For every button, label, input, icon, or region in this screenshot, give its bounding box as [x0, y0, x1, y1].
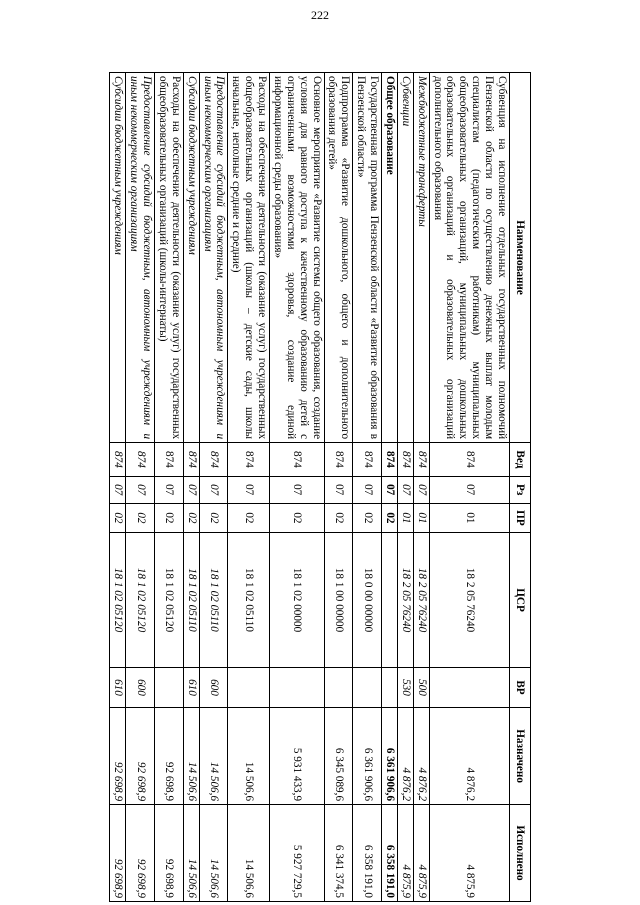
cell-ispolneno: 6 358 191,0: [382, 805, 398, 902]
cell-vr: [353, 667, 382, 707]
cell-csr: 18 1 02 05110: [228, 533, 270, 668]
cell-ispolneno: 14 506,6: [183, 805, 199, 902]
cell-ispolneno: 6 341 374,5: [324, 805, 353, 902]
cell-naznacheno: 6 361 906,6: [382, 708, 398, 805]
cell-naznacheno: 4 876,2: [429, 708, 509, 805]
cell-rz: 07: [429, 476, 509, 503]
cell-rz: 07: [155, 476, 184, 503]
cell-ispolneno: 4 875,9: [398, 805, 414, 902]
cell-csr: 18 1 02 05110: [199, 533, 228, 668]
table-row: [228, 73, 270, 902]
cell-naznacheno: 14 506,6: [228, 708, 270, 805]
cell-name: Межбюджетные трансферты: [413, 73, 429, 443]
cell-naznacheno: 14 506,6: [183, 708, 199, 805]
cell-rz: 07: [382, 476, 398, 503]
cell-ved: 874: [228, 443, 270, 477]
header-csr: ЦСР: [510, 533, 531, 668]
cell-ispolneno: 4 875,9: [413, 805, 429, 902]
cell-ispolneno: 5 927 729,5: [270, 805, 325, 902]
cell-name: Основное мероприятие «Развитие системы общего образования, создание условия для равного доступа к качественному образованию детей с ограниченными возможностями здоровья, создание единой информационной среды образования»: [270, 73, 325, 443]
cell-pr: 02: [324, 503, 353, 533]
cell-ved: 874: [183, 443, 199, 477]
cell-ved: 874: [398, 443, 414, 477]
cell-vr: [155, 667, 184, 707]
cell-naznacheno: 6 345 089,6: [324, 708, 353, 805]
table-row: [126, 73, 155, 902]
cell-csr: 18 1 02 00000: [270, 533, 325, 668]
table-header-row: [510, 73, 531, 902]
cell-ispolneno: 14 506,6: [228, 805, 270, 902]
cell-csr: [382, 533, 398, 668]
cell-vr: [228, 667, 270, 707]
table-row: [270, 73, 325, 902]
cell-csr: 18 1 02 05120: [126, 533, 155, 668]
table-row: [324, 73, 353, 902]
cell-pr: 02: [199, 503, 228, 533]
table-row: [398, 73, 414, 902]
cell-rz: 07: [398, 476, 414, 503]
cell-csr: 18 0 00 00000: [353, 533, 382, 668]
table-row: [183, 73, 199, 902]
cell-pr: 02: [183, 503, 199, 533]
cell-naznacheno: 4 876,2: [398, 708, 414, 805]
cell-naznacheno: 4 876,2: [413, 708, 429, 805]
cell-ved: 874: [155, 443, 184, 477]
cell-ved: 874: [413, 443, 429, 477]
cell-csr: 18 2 05 76240: [413, 533, 429, 668]
cell-rz: 07: [270, 476, 325, 503]
cell-csr: 18 1 02 05110: [183, 533, 199, 668]
table-row: [110, 73, 126, 902]
cell-naznacheno: 92 698,9: [126, 708, 155, 805]
cell-rz: 07: [126, 476, 155, 503]
cell-naznacheno: 92 698,9: [110, 708, 126, 805]
cell-ispolneno: 92 698,9: [110, 805, 126, 902]
cell-pr: 02: [155, 503, 184, 533]
cell-ved: 874: [199, 443, 228, 477]
cell-ved: 874: [110, 443, 126, 477]
cell-rz: 07: [324, 476, 353, 503]
cell-name: Государственная программа Пензенской области «Развитие образования в Пензенской области»: [353, 73, 382, 443]
table-row: [413, 73, 429, 902]
rotated-table-container: [76, 72, 531, 902]
cell-rz: 07: [199, 476, 228, 503]
budget-table: [110, 72, 532, 902]
cell-vr: 610: [110, 667, 126, 707]
cell-vr: 600: [126, 667, 155, 707]
cell-rz: 07: [413, 476, 429, 503]
table-row: [353, 73, 382, 902]
cell-vr: 530: [398, 667, 414, 707]
cell-csr: 18 1 00 00000: [324, 533, 353, 668]
cell-name: Расходы на обеспечение деятельности (оказание услуг) государственных общеобразовательных организаций (школы-интернаты): [155, 73, 184, 443]
cell-ispolneno: 6 358 191,0: [353, 805, 382, 902]
cell-pr: 02: [110, 503, 126, 533]
cell-ispolneno: 14 506,6: [199, 805, 228, 902]
cell-vr: 500: [413, 667, 429, 707]
cell-ispolneno: 92 698,9: [155, 805, 184, 902]
cell-pr: 02: [353, 503, 382, 533]
cell-naznacheno: 5 931 433,9: [270, 708, 325, 805]
cell-rz: 07: [228, 476, 270, 503]
header-rz: Рз: [510, 476, 531, 503]
cell-vr: [270, 667, 325, 707]
cell-ved: 874: [324, 443, 353, 477]
cell-vr: [429, 667, 509, 707]
cell-name: Общее образование: [382, 73, 398, 443]
cell-csr: 18 2 05 76240: [398, 533, 414, 668]
cell-naznacheno: 14 506,6: [199, 708, 228, 805]
table-row: [429, 73, 509, 902]
cell-name: Субсидии бюджетным учреждениям: [183, 73, 199, 443]
table-row: [155, 73, 184, 902]
cell-ispolneno: 92 698,9: [126, 805, 155, 902]
cell-rz: 07: [183, 476, 199, 503]
cell-name: Субсидии бюджетным учреждениям: [110, 73, 126, 443]
cell-naznacheno: 92 698,9: [155, 708, 184, 805]
cell-csr: 18 2 05 76240: [429, 533, 509, 668]
header-name: Наименование: [510, 73, 531, 443]
cell-csr: 18 1 02 05120: [155, 533, 184, 668]
cell-ispolneno: 4 875,9: [429, 805, 509, 902]
cell-pr: 01: [429, 503, 509, 533]
cell-csr: 18 1 02 05120: [110, 533, 126, 668]
cell-pr: 02: [382, 503, 398, 533]
cell-ved: 874: [270, 443, 325, 477]
table-row: [199, 73, 228, 902]
cell-vr: 610: [183, 667, 199, 707]
cell-pr: 01: [398, 503, 414, 533]
header-vr: ВР: [510, 667, 531, 707]
cell-name: Предоставление субсидий бюджетным, автономным учреждениям и иным некоммерческим организациям: [199, 73, 228, 443]
header-pr: ПР: [510, 503, 531, 533]
cell-name: Предоставление субсидий бюджетным, автономным учреждениям и иным некоммерческим организациям: [126, 73, 155, 443]
cell-name: Субвенция на исполнение отдельных государственных полномочий Пензенской области по осуществлению денежных выплат молодым специалистам (педагогическим работникам) муниципальных общеобразовательных организаций, муниципальных дошкольных образовательных организаций и образовательных организаций дополнительного образования: [429, 73, 509, 443]
cell-vr: [324, 667, 353, 707]
cell-ved: 874: [353, 443, 382, 477]
cell-vr: 600: [199, 667, 228, 707]
cell-pr: 02: [126, 503, 155, 533]
cell-pr: 02: [228, 503, 270, 533]
header-ispolneno: Исполнено: [510, 805, 531, 902]
cell-naznacheno: 6 361 906,6: [353, 708, 382, 805]
header-ved: Вед: [510, 443, 531, 477]
cell-vr: [382, 667, 398, 707]
cell-rz: 07: [353, 476, 382, 503]
header-naznacheno: Назначено: [510, 708, 531, 805]
cell-ved: 874: [429, 443, 509, 477]
cell-ved: 874: [126, 443, 155, 477]
cell-name: Подпрограмма «Развитие дошкольного, общего и дополнительного образования детей»: [324, 73, 353, 443]
table-row: [382, 73, 398, 902]
page-number: 222: [311, 8, 329, 22]
cell-rz: 07: [110, 476, 126, 503]
cell-ved: 874: [382, 443, 398, 477]
cell-name: Субвенции: [398, 73, 414, 443]
cell-pr: 02: [270, 503, 325, 533]
cell-name: Расходы на обеспечение деятельности (оказание услуг) государственных общеобразовательных организаций (школы – детские сады, школы начальные, неполные средние и средние): [228, 73, 270, 443]
cell-pr: 01: [413, 503, 429, 533]
